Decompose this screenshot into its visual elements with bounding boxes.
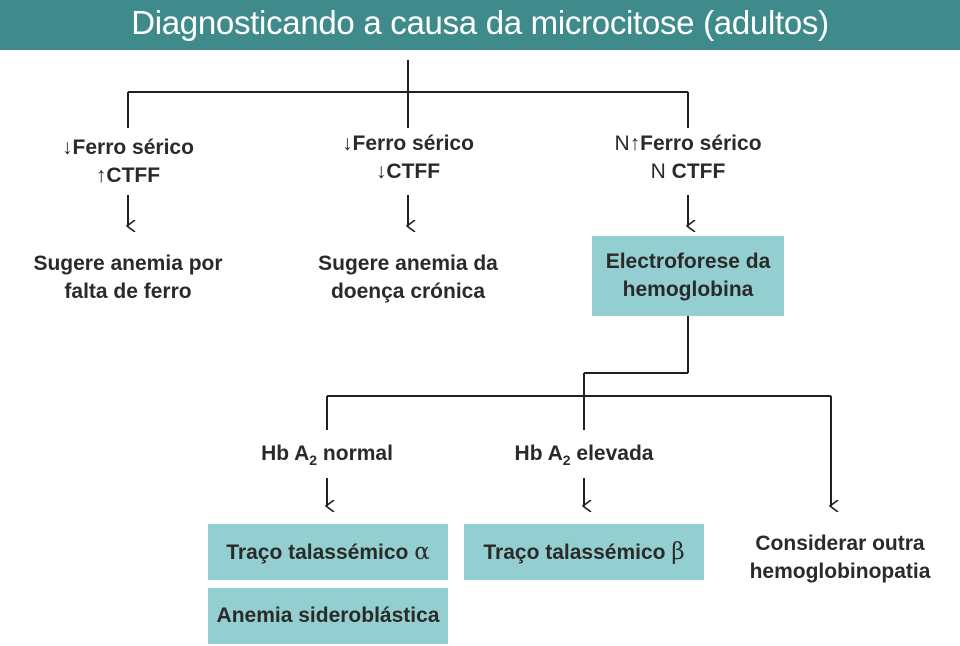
label-hb-a2-normal: Hb $A_2$ normal (261, 442, 393, 468)
criteria-col1: ↓Ferro sérico ↑CTFF (62, 136, 194, 187)
result-chronic-disease: Sugere anemia da doença crónica (318, 252, 498, 303)
arrow-down-icon: ↓ (342, 132, 353, 155)
criteria-col2: ↓Ferro sérico ↓CTFF (342, 132, 474, 183)
beta-symbol: β (671, 538, 685, 565)
box-beta-thalassemia-trait: Traço talassémico β (464, 524, 704, 580)
normal-marker: N (650, 160, 666, 183)
result-other-hemoglobinopathy: Considerar outra hemoglobinopatia (749, 532, 931, 583)
box-sideroblastic-anemia: Anemia sideroblástica (208, 588, 448, 644)
box-electroforese: Electroforese da hemoglobina (592, 236, 784, 316)
arrow-up-icon: ↑ (95, 164, 107, 187)
normal-up-icon: N↑ (614, 132, 641, 155)
arrow-down-icon: ↓ (375, 160, 387, 183)
alpha-symbol: α (414, 538, 430, 565)
criteria-col3: N↑Ferro sérico N CTFF (614, 132, 762, 183)
result-iron-deficiency: Sugere anemia por falta de ferro (33, 252, 223, 303)
arrow-down-icon: ↓ (62, 136, 73, 159)
label-hb-a2-elevada: Hb $A_2$ elevada (514, 442, 654, 468)
page-title: Diagnosticando a causa da microcitose (adultos) (131, 4, 829, 41)
box-alpha-thalassemia-trait: Traço talassémico α (208, 524, 448, 580)
